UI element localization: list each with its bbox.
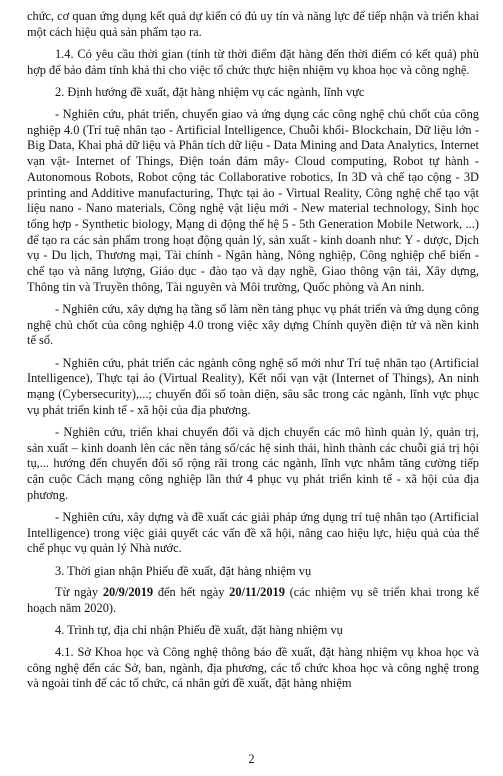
- paragraph-1-4: 1.4. Có yêu cầu thời gian (tính từ thời điểm đặt hàng đến thời điểm có kết quả) phù hợp để bảo đảm tính khả thi cho việc tổ chức thực hiện nhiệm vụ khoa học và công nghệ.: [27, 46, 479, 77]
- section-heading-2: 2. Định hướng đề xuất, đặt hàng nhiệm vụ các ngành, lĩnh vực: [55, 84, 365, 99]
- dates-text-after: (các nhiệm vụ sẽ triển khai trong kế hoạch năm 2020).: [27, 585, 479, 615]
- section-heading-3: 3. Thời gian nhận Phiếu đề xuất, đặt hàng nhiệm vụ: [55, 563, 312, 578]
- dates-text-before: Từ ngày: [55, 585, 103, 600]
- paragraph-digital-transformation: - Nghiên cứu, triển khai chuyển đổi và dịch chuyển các mô hình quản lý, quản trị, sản xuất – kinh doanh lên các nền tảng số/các hệ sinh thái, hình thành các chuỗi giá trị hội tụ,... hướng đến chuyển đổi số rộng rãi trong các ngành, lĩnh vực nhằm tăng cường tiếp cận cuộc Cách mạng công nghiệp lần thứ 4 phục vụ phát triển kinh tế - xã hội của địa phương.: [27, 424, 479, 502]
- paragraph-digital-infrastructure: - Nghiên cứu, xây dựng hạ tầng số làm nền tảng phục vụ phát triển và ứng dụng công nghệ chủ chốt của công nghiệp 4.0 trong việc xây dựng Chính quyền điện tử và nền kinh tế số.: [27, 301, 479, 348]
- paragraph-industry-4-technologies: - Nghiên cứu, phát triển, chuyển giao và ứng dụng các công nghệ chủ chốt của công nghiệp 4.0 (Trí tuệ nhân tạo - Artificial Intelligence, Chuỗi khối- Blockchain, Dữ liệu lớn - Big Data, Khai phá dữ liệu và Phân tích dữ liệu - Data Mining and Data Analytics, Internet vạn vật- Internet of Things, Điện toán đám mây- Cloud computing, Robot tự hành - Autonomous Robots, Robot cộng tác Collaborative robotics, In 3D và chế tạo cộng - 3D printing and Additive manufacturing, Thực tại ảo - Virtual Reality, Công nghệ chế tạo vật liệu nano - Nano materials, Công nghệ vật liệu mới - New material technology, Sinh học tổng hợp - Synthetic biology, Mạng di động thế hệ 5 - 5th Generation Mobile Network, ...) để tạo ra các sản phẩm trong hoạt động quản lý, sản xuất - kinh doanh như: Y - dược, Dịch vụ - Du lịch, Thương mại, Tài chính - Ngân hàng, Nông nghiệp, Công nghiệp chế biến - chế tạo và năng lượng, Giáo dục - đào tạo và dạy nghề, Giao thông vận tải, Xây dựng, Thông tin và Truyền thông, Tài nguyên và Môi trường, Quốc phòng và An ninh.: [27, 107, 479, 294]
- dates-text-middle: đến hết ngày: [153, 585, 230, 600]
- section-heading-4: 4. Trình tự, địa chỉ nhận Phiếu đề xuất, đặt hàng nhiệm vụ: [55, 623, 343, 638]
- paragraph-continuation: chức, cơ quan ứng dụng kết quả dự kiến có đủ uy tín và năng lực để tiếp nhận và triển khai một cách hiệu quả sản phẩm tạo ra.: [27, 9, 479, 39]
- paragraph-4-1: 4.1. Sở Khoa học và Công nghệ thông báo đề xuất, đặt hàng nhiệm vụ khoa học và công nghệ đến các Sở, ban, ngành, địa phương, các tổ chức khoa học và công nghệ trong và ngoài tỉnh để các tổ chức, cá nhân gửi đề xuất, đặt hàng nhiệm: [27, 644, 479, 691]
- end-date: 20/11/2019: [229, 585, 285, 600]
- paragraph-new-digital-industries: - Nghiên cứu, phát triển các ngành công nghệ số mới như Trí tuệ nhân tạo (Artificial Intelligence), Thực tại ảo (Virtual Reality), Kết nối vạn vật (Internet of Things), An ninh mạng (Cybersecurity),...; chuyển đổi số toàn diện, sâu sắc trong các ngành, lĩnh vực phục vụ phát triển kinh tế - xã hội của địa phương.: [27, 355, 479, 417]
- paragraph-ai-solutions: - Nghiên cứu, xây dựng và đề xuất các giải pháp ứng dụng trí tuệ nhân tạo (Artificial Intelligence) trong việc giải quyết các vấn đề xã hội, nâng cao hiệu lực, hiệu quả của thể chế phục vụ quản lý Nhà nước.: [27, 509, 479, 556]
- start-date: 20/9/2019: [102, 585, 154, 600]
- page-number: 2: [248, 752, 255, 766]
- paragraph-submission-dates: [27, 585, 479, 616]
